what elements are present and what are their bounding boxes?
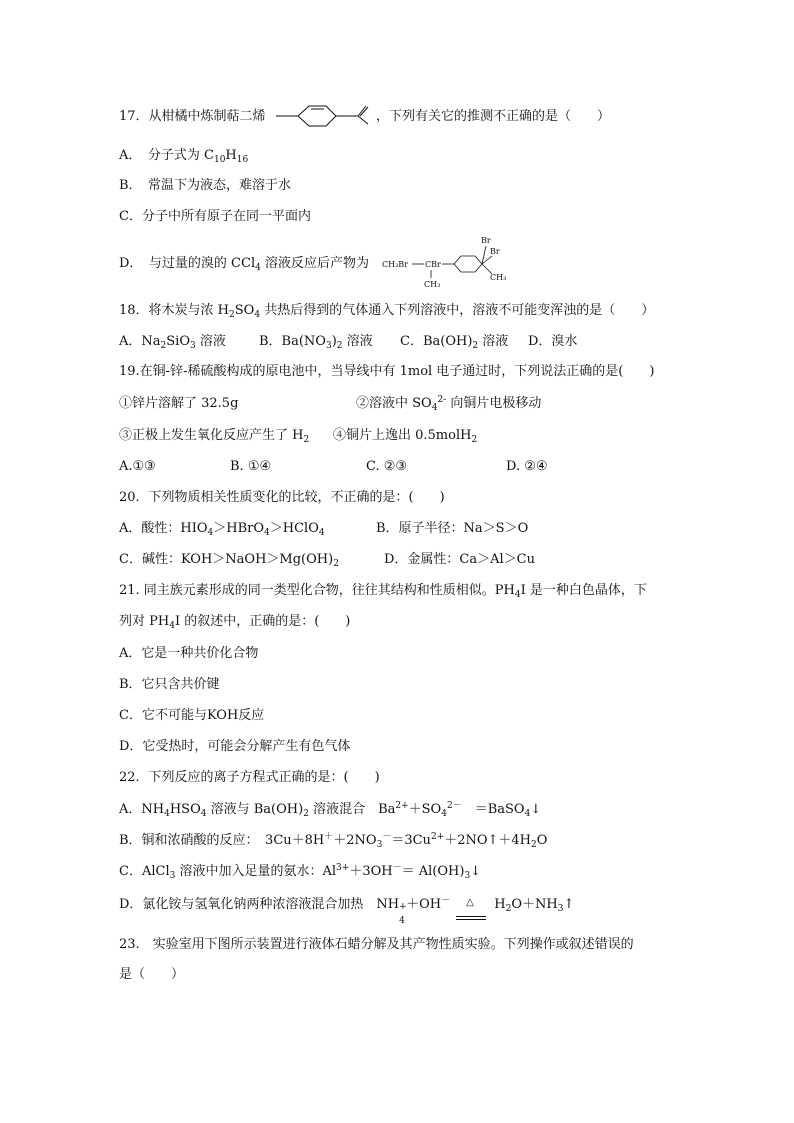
q21-l1-b: I 是一种白色晶体，下: [520, 583, 647, 598]
q22-c-s2: 3: [464, 871, 471, 881]
q17-stem-after: [376, 108, 610, 126]
terpene-structure: [276, 100, 376, 130]
q22-stem: [119, 769, 380, 787]
q21-stem-line1: [119, 582, 647, 600]
q22-b-2: ＋2NO: [333, 833, 377, 848]
q20-option-c: [119, 551, 339, 569]
q22-d-sup2: －: [441, 896, 451, 906]
q22-a-s3: 2: [303, 809, 309, 819]
q19-s2-sub: 4: [431, 403, 438, 413]
q22-c-2: 溶液中加入足量的氨水：Al: [175, 864, 337, 879]
q22-a-7: ↓: [530, 802, 542, 817]
q17-a-sub2: 16: [236, 155, 249, 165]
q22-d-2: ＋OH: [406, 897, 442, 912]
q22-a-s2: 4: [200, 809, 207, 819]
q18-option-a: [119, 333, 226, 351]
q17-a-mid: H: [225, 148, 237, 163]
q22-d-s3: 3: [557, 904, 564, 914]
q22-d-1: D．氯化铵与氢氧化钠两种浓溶液混合加热 NH: [119, 897, 400, 912]
q22-option-b: [119, 832, 547, 850]
q18-option-c: [400, 333, 508, 351]
q22-a-4: 溶液混合 Ba: [308, 802, 396, 817]
q20-option-b: [376, 520, 528, 538]
q18-stem-a: 18．将木炭与浓 H: [119, 303, 230, 318]
q20-a-s1: 4: [207, 528, 214, 538]
q22-d-sup1: +: [399, 902, 407, 912]
bromo-product-structure: [380, 232, 515, 290]
q19-stem-text: 19.在铜-锌-稀硫酸构成的原电池中，当导线中有 1mol 电子通过时，下列说法正确的是( ): [119, 364, 655, 379]
label-ch3-below: CH₃: [424, 280, 441, 289]
q22-stem-text: 22．下列反应的离子方程式正确的是：( ): [119, 770, 380, 785]
q22-a-s5: 4: [524, 809, 531, 819]
q20-a-1: A．酸性：HIO: [119, 521, 208, 536]
q19-s2-a: ②溶液中 SO: [356, 396, 432, 411]
q22-b-sup3: 2+: [430, 832, 445, 842]
q20-a-s2: 4: [264, 528, 270, 538]
q18-b-1: B．Ba(NO: [259, 334, 326, 349]
q19-s4-a: ④铜片上逸出 0.5molH: [333, 428, 472, 443]
q23-stem-line2: [119, 966, 184, 984]
q21-option-a: [119, 645, 258, 663]
q21-d-text: D．它受热时，可能会分解产生有色气体: [119, 739, 351, 754]
q18-b-2: ): [331, 334, 337, 349]
q20-a-3: ＞HClO: [269, 521, 319, 536]
q19-statement-3: [119, 427, 309, 445]
q20-option-d: [384, 551, 535, 569]
q17-c-text: C．分子中所有原子在同一平面内: [119, 209, 311, 224]
q22-b-1: B．铜和浓硝酸的反应： 3Cu＋8H: [119, 833, 325, 848]
q22-option-a: [119, 801, 541, 819]
q20-c-s1: 2: [333, 559, 339, 569]
q22-c-sup2: －: [392, 863, 402, 873]
q20-stem-text: 20．下列物质相关性质变化的比较，不正确的是：( ): [119, 490, 445, 505]
q20-d-text: D．金属性：Ca＞Al＞Cu: [384, 552, 535, 567]
q18-a-s2: 3: [189, 341, 196, 351]
q17-d-prefix: D． 与过量的溴的 CCl: [119, 256, 256, 271]
label-br-2: Br: [490, 247, 500, 256]
q17-stem: [119, 108, 266, 126]
q19-s3-a: ③正极上发生氧化反应产生了 H: [119, 428, 304, 443]
q18-c-1: C．Ba(OH): [400, 334, 473, 349]
q20-c-1: C．碱性：KOH＞NaOH＞Mg(OH): [119, 552, 334, 567]
q21-a-text: A．它是一种共价化合物: [119, 646, 259, 661]
q21-c-text: C．它不可能与KOH反应: [119, 708, 265, 723]
q21-l2-sub: 4: [169, 621, 175, 631]
q18-a-s1: 2: [160, 341, 167, 351]
q19-s4-sub: 2: [471, 435, 478, 445]
q21-l1-sub: 4: [514, 590, 521, 600]
q18-c-s1: 2: [472, 341, 479, 351]
q18-option-d: [528, 333, 577, 351]
q17-option-d: [119, 255, 369, 273]
q22-b-s1: 3: [376, 840, 383, 850]
label-cbr: CBr: [425, 260, 441, 269]
q22-a-5: ＋SO: [408, 802, 442, 817]
q19-b-text: B. ①④: [230, 459, 272, 474]
q19-option-a: [119, 458, 156, 476]
q21-l1-a: 21. 同主族元素形成的同一类型化合物，往往其结构和性质相似。PH: [119, 583, 515, 598]
q21-b-text: B．它只含共价键: [119, 677, 220, 692]
q22-option-c: [119, 863, 481, 881]
q22-option-d: [119, 896, 575, 926]
q22-a-sup1: 2+: [395, 801, 409, 811]
q22-a-s1: 4: [164, 809, 170, 819]
q22-b-4: ＋2NO↑＋4H: [444, 833, 532, 848]
q18-b-s1: 3: [325, 341, 332, 351]
label-ch2br: CH₂Br: [382, 260, 409, 269]
q22-c-3: ＋3OH: [349, 864, 393, 879]
q19-stem: [119, 363, 654, 381]
q21-option-c: [119, 707, 264, 725]
q19-statement-1: [119, 395, 238, 413]
q19-c-text: C. ②③: [366, 459, 408, 474]
q17-a-sub1: 10: [213, 155, 226, 165]
q22-b-sup1: ＋: [324, 832, 334, 842]
q18-a-2: SiO: [166, 334, 190, 349]
q22-a-6: ＝BaSO: [461, 802, 525, 817]
q22-a-3: 溶液与 Ba(OH): [206, 802, 304, 817]
q18-stem-c: 共热后得到的气体通入下列溶液中，溶液不可能变浑浊的是（ ）: [260, 303, 655, 318]
q19-option-c: [366, 458, 407, 476]
q21-option-d: [119, 738, 350, 756]
q21-option-b: [119, 676, 220, 694]
q20-stem: [119, 489, 445, 507]
q20-b-text: B．原子半径：Na＞S＞O: [376, 521, 529, 536]
q23-stem-line1: [119, 936, 634, 954]
q23-l2: 是（ ）: [119, 967, 185, 982]
q17-option-c: [119, 208, 311, 226]
q17-option-a: [119, 147, 248, 165]
delta-symbol: △: [466, 897, 474, 908]
q18-stem-b: SO: [234, 303, 255, 318]
q22-a-s4: 4: [441, 809, 447, 819]
label-ch3-right: CH₃: [490, 273, 507, 282]
q22-b-s2: 2: [531, 840, 537, 850]
q19-s1-text: ①锌片溶解了 32.5g: [119, 396, 239, 411]
q18-stem-sub2: 4: [254, 310, 261, 320]
q22-d-4: O＋NH: [511, 897, 558, 912]
q17-stem-before: 17．从柑橘中炼制萜二烯: [119, 109, 266, 124]
q18-a-1: A．Na: [119, 334, 161, 349]
q22-d-s2: 2: [505, 904, 512, 914]
q22-a-2: HSO: [169, 802, 201, 817]
q19-d-text: D. ②④: [506, 459, 548, 474]
q22-b-5: O: [536, 833, 548, 848]
q22-b-3: ＝3Cu: [391, 833, 431, 848]
q17-b-text: B． 常温下为液态，难溶于水: [119, 178, 292, 193]
q22-b-sup2: －: [382, 832, 392, 842]
q22-c-sup1: 3+: [336, 863, 350, 873]
q19-option-d: [506, 458, 548, 476]
q18-d-1: D．溴水: [528, 334, 578, 349]
q22-a-sup2: 2－: [446, 801, 462, 811]
q18-b-3: 溶液: [342, 334, 373, 349]
q21-stem-line2: [119, 613, 350, 631]
q22-d-3: H: [490, 897, 506, 912]
q18-stem: [119, 302, 654, 320]
q19-a-text: A.①③: [119, 459, 156, 474]
q22-a-1: A．NH: [119, 802, 165, 817]
q19-s2-b: 向铜片电极移动: [446, 396, 542, 411]
q17-option-b: [119, 177, 291, 195]
q19-option-b: [230, 458, 271, 476]
label-br-1: Br: [481, 236, 491, 245]
q18-c-2: 溶液: [478, 334, 509, 349]
q22-d-sub1: 4: [399, 916, 405, 926]
q19-s2-sup: 2-: [437, 395, 447, 405]
q18-b-s2: 2: [336, 341, 343, 351]
q20-a-s3: 4: [318, 528, 325, 538]
q19-statement-4: [333, 427, 477, 445]
q22-c-5: ↓: [470, 864, 482, 879]
q19-s3-sub: 2: [303, 435, 310, 445]
q17-d-sub1: 4: [255, 263, 261, 273]
q19-statement-2: [356, 395, 541, 413]
q18-a-3: 溶液: [195, 334, 226, 349]
q17-stem-after-text: ，下列有关它的推测不正确的是（ ）: [376, 109, 611, 124]
q18-option-b: [259, 333, 373, 351]
q17-a-prefix: A． 分子式为 C: [119, 148, 214, 163]
q21-l2-a: 列对 PH: [119, 614, 170, 629]
q22-c-1: C．AlCl: [119, 864, 170, 879]
q21-l2-b: I 的叙述中，正确的是：( ): [174, 614, 351, 629]
q23-l1: 23. 实验室用下图所示装置进行液体石蜡分解及其产物性质实验。下列操作或叙述错误的: [119, 937, 634, 952]
q22-c-s1: 3: [169, 871, 176, 881]
q22-c-4: ＝ Al(OH): [401, 864, 465, 879]
q18-stem-sub1: 2: [229, 310, 235, 320]
q20-a-2: ＞HBrO: [213, 521, 265, 536]
q22-d-5: ↑: [563, 897, 575, 912]
q17-d-suffix: 溶液反应后产物为: [260, 256, 369, 271]
q20-option-a: [119, 520, 325, 538]
